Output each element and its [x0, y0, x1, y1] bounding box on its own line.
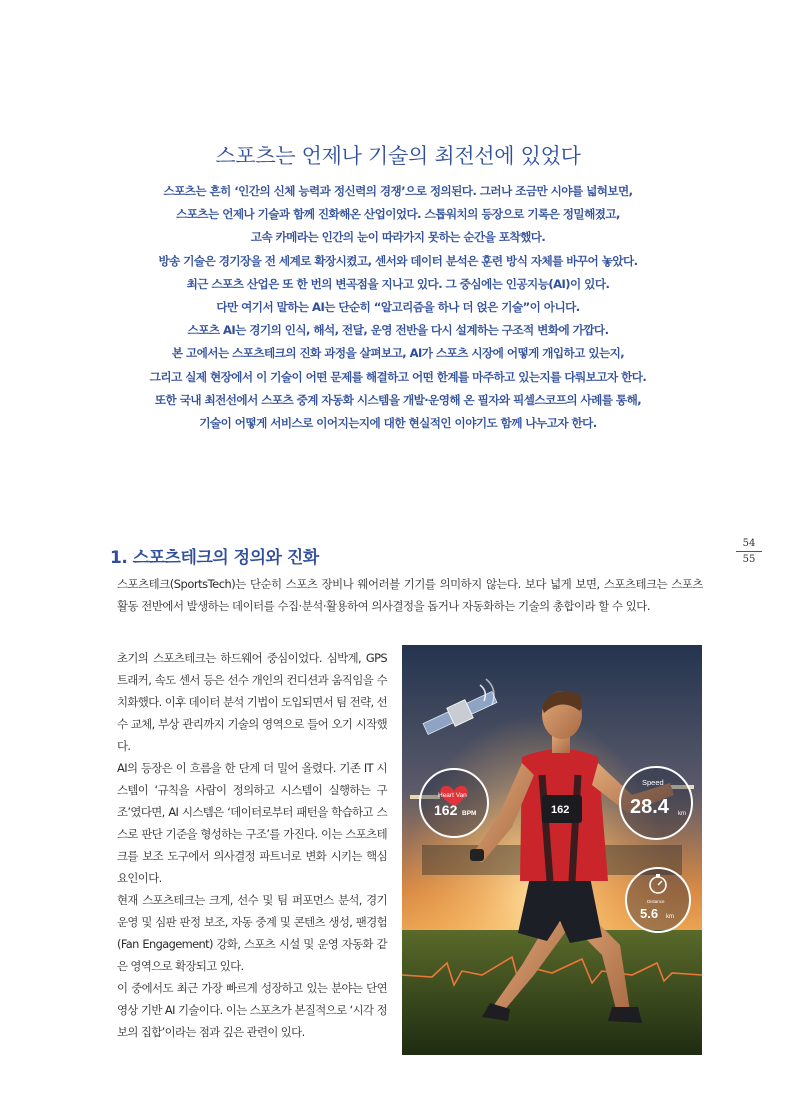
intro-line: 방송 기술은 경기장을 전 세계로 확장시켰고, 센서와 데이터 분석은 훈련 방식 자체를 바꾸어 놓았다. — [158, 253, 638, 268]
bib-number: 162 — [551, 804, 570, 816]
section-title: 1. 스포츠테크의 정의와 진화 — [110, 548, 319, 568]
distance-unit: km — [666, 914, 674, 920]
page-number-divider — [736, 551, 762, 552]
distance-label: Distance — [647, 899, 665, 904]
intro-title: 스포츠는 언제나 기술의 최전선에 있었다 — [215, 144, 581, 168]
intro-line: 스포츠는 언제나 기술과 함께 진화해온 산업이었다. 스톱워치의 등장으로 기록은 정밀해졌고, — [176, 207, 620, 222]
body-paragraph: 초기의 스포츠테크는 하드웨어 중심이었다. 심박계, GPS 트래커, 속도 센서 등은 선수 개인의 컨디션과 움직임을 수치화했다. 이후 데이터 분석 기법이 도입되면서 팀 전략, 선수 교체, 부상 관리까지 기술의 영역으로 들어 오기 시작했다. — [117, 651, 387, 753]
heart-rate-value: 162 — [434, 802, 458, 818]
intro-line: 다만 여기서 말하는 AI는 단순히 “알고리즘을 하나 더 얹은 기술”이 아니다. — [216, 300, 580, 315]
page-number-left: 54 — [742, 538, 756, 549]
speed-label: Speed — [642, 778, 664, 787]
runner-illustration — [402, 645, 702, 1055]
body-paragraph: AI의 등장은 이 흐름을 한 단계 더 밀어 올렸다. 기존 IT 시스템이 ‘규칙을 사람이 정의하고 시스템이 실행하는 구조’였다면, AI 시스템은 ‘데이터로부터 패턴을 학습하고 스스로 판단 기준을 형성하는 구조’를 가진다. 이는 스포츠테크를 보조 도구에서 의사결정 파트너로 변화 시키는 핵심 요인이다. — [117, 761, 387, 885]
body-column — [117, 647, 387, 1043]
heart-rate-label: Heart Van — [438, 792, 467, 799]
page-number-right: 55 — [742, 554, 756, 565]
speed-value: 28.4 — [630, 796, 669, 818]
intro-body — [110, 180, 686, 435]
body-paragraph: 현재 스포츠테크는 크게, 선수 및 팀 퍼포먼스 분석, 경기 운영 및 심판 판정 보조, 자동 중계 및 콘텐츠 생성, 팬경험(Fan Engagement) 강화, 스포츠 시설 및 운영 자동화 같은 영역으로 확장되고 있다. — [117, 893, 387, 973]
intro-line: 고속 카메라는 인간의 눈이 따라가지 못하는 순간을 포착했다. — [250, 230, 546, 245]
watch — [470, 849, 484, 861]
intro-line: 최근 스포츠 산업은 또 한 번의 변곡점을 지나고 있다. 그 중심에는 인공지능(AI)이 있다. — [186, 276, 610, 291]
intro-line: 기술이 어떻게 서비스로 이어지는지에 대한 현실적인 이야기도 함께 나누고자 한다. — [199, 416, 597, 431]
section-lead: 스포츠테크(SportsTech)는 단순히 스포츠 장비나 웨어러블 기기를 의미하지 않는다. 보다 넓게 보면, 스포츠테크는 스포츠 활동 전반에서 발생하는 데이터를 수집·분석·활용하여 의사결정을 돕거나 자동화하는 기술의 총합이라 할 수 있다. — [117, 577, 703, 613]
heart-rate-unit: BPM — [462, 810, 477, 817]
page-number — [736, 537, 762, 566]
intro-line: 본 고에서는 스포츠테크의 진화 과정을 살펴보고, AI가 스포츠 시장에 어떻게 개입하고 있는지, — [171, 346, 625, 361]
distance-value: 5.6 — [640, 906, 659, 921]
speed-unit: km — [678, 811, 686, 817]
intro-line: 또한 국내 최전선에서 스포츠 중계 자동화 시스템을 개발·운영해 온 필자와 픽셀스코프의 사례를 통해, — [154, 392, 642, 407]
intro-line: 그리고 실제 현장에서 이 기술이 어떤 문제를 해결하고 어떤 한계를 마주하고 있는지를 다뤄보고자 한다. — [149, 369, 647, 384]
intro-line: 스포츠 AI는 경기의 인식, 해석, 전달, 운영 전반을 다시 설계하는 구조적 변화에 가깝다. — [187, 323, 609, 338]
intro-line: 스포츠는 흔히 ‘인간의 신체 능력과 정신력의 경쟁’으로 정의된다. 그러나 조금만 시야를 넓혀보면, — [163, 184, 633, 198]
body-paragraph: 이 중에서도 최근 가장 빠르게 성장하고 있는 분야는 단연 영상 기반 AI 기술이다. 이는 스포츠가 본질적으로 ‘시각 정보의 집합’이라는 점과 깊은 관련이 있다. — [117, 981, 387, 1039]
